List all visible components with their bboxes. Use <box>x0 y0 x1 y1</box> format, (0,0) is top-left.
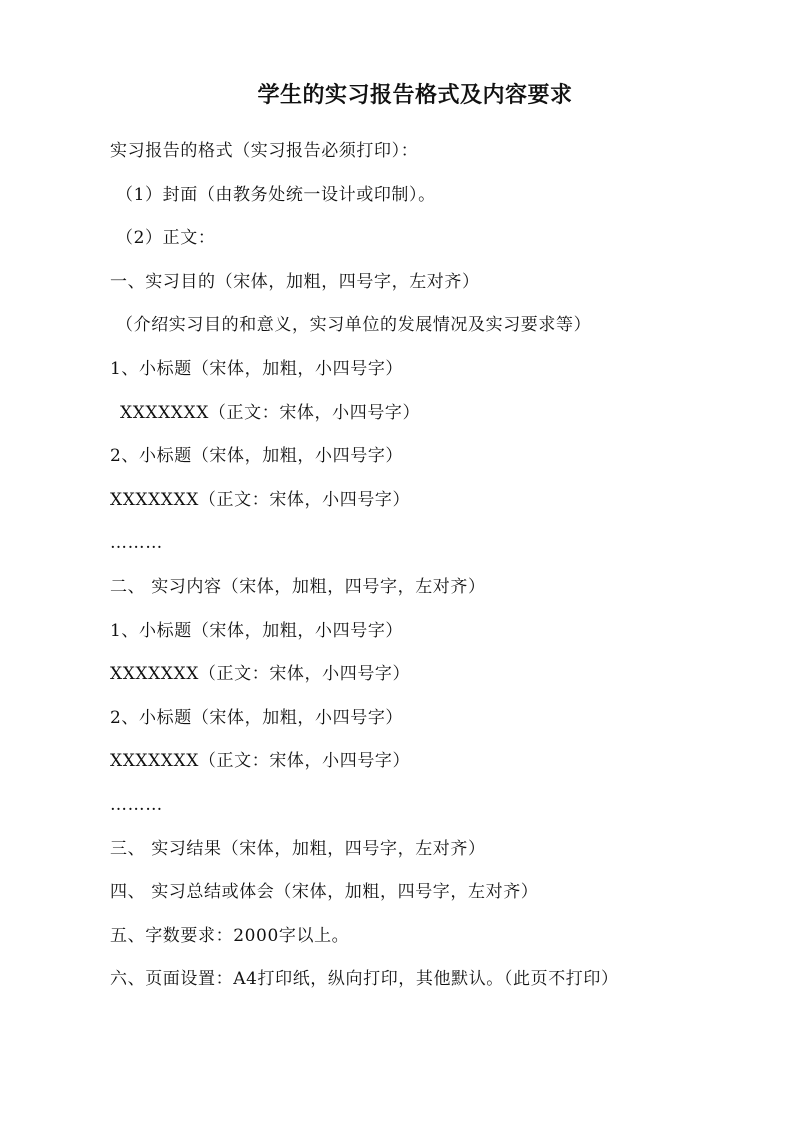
section-1-ellipsis: ……… <box>110 533 163 554</box>
section-2-subtitle-1: 1、小标题（宋体，加粗，小四号字） <box>110 620 404 641</box>
word-count-requirement: 五、字数要求：2000字以上。 <box>110 925 350 946</box>
document-body <box>110 138 750 1010</box>
section-2-ellipsis: ……… <box>110 794 163 815</box>
section-2-text-1: XXXXXXX（正文：宋体，小四号字） <box>110 664 411 685</box>
section-1-subtitle-2: 2、小标题（宋体，加粗，小四号字） <box>110 446 404 467</box>
section-1-text-1: XXXXXXX（正文：宋体，小四号字） <box>120 402 421 423</box>
section-1-note: （介绍实习目的和意义，实习单位的发展情况及实习要求等） <box>116 315 592 336</box>
page-setup-requirement: 六、页面设置：A4打印纸，纵向打印，其他默认。（此页不打印） <box>110 969 619 990</box>
cover-item: （1）封面（由教务处统一设计或印制）。 <box>116 184 436 205</box>
section-4-heading: 四、 实习总结或体会（宋体，加粗，四号字，左对齐） <box>110 882 539 903</box>
section-1-subtitle-1: 1、小标题（宋体，加粗，小四号字） <box>110 358 404 379</box>
section-2-subtitle-2: 2、小标题（宋体，加粗，小四号字） <box>110 707 404 728</box>
body-item: （2）正文： <box>116 228 216 249</box>
format-heading: 实习报告的格式（实习报告必须打印）： <box>110 141 419 161</box>
section-1-text-2: XXXXXXX（正文：宋体，小四号字） <box>110 489 411 510</box>
document-title: 学生的实习报告格式及内容要求 <box>257 83 573 108</box>
section-2-text-2: XXXXXXX（正文：宋体，小四号字） <box>110 751 411 772</box>
section-1-heading: 一、实习目的（宋体，加粗，四号字，左对齐） <box>110 271 480 292</box>
section-3-heading: 三、 实习结果（宋体，加粗，四号字，左对齐） <box>110 838 486 859</box>
section-2-heading: 二、 实习内容（宋体，加粗，四号字，左对齐） <box>110 576 486 597</box>
